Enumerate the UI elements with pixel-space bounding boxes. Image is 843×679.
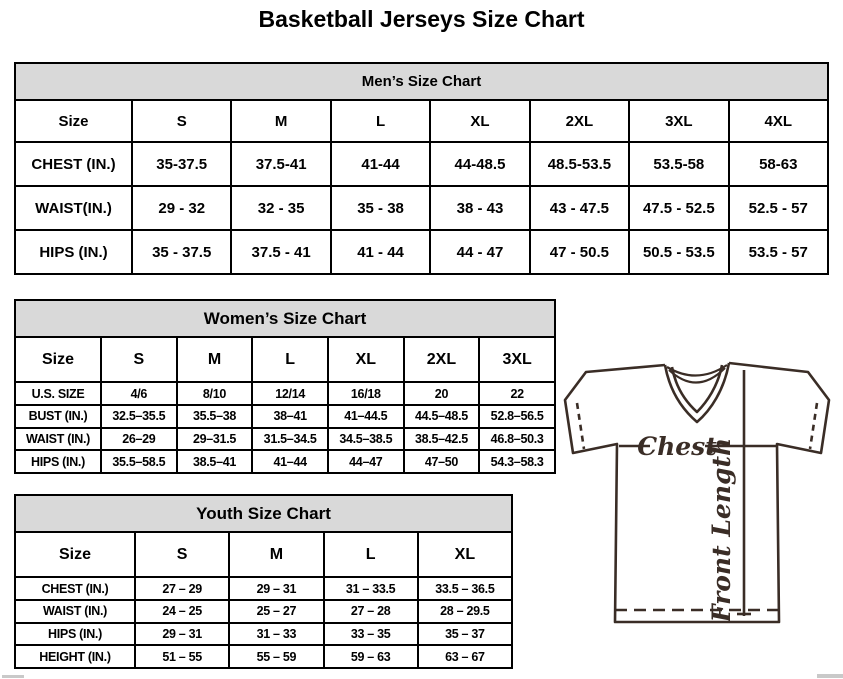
table-cell: 53.5 - 57	[729, 230, 828, 274]
page-title: Basketball Jerseys Size Chart	[258, 6, 585, 32]
table-cell: 47 - 50.5	[530, 230, 629, 274]
row-label: HIPS (IN.)	[15, 450, 101, 473]
table-cell: 35.5–38	[177, 405, 253, 428]
size-header-row	[15, 100, 828, 143]
table-cell: 41-44	[331, 142, 430, 186]
col-header-xl: XL	[418, 532, 512, 577]
womens-table-title: Women’s Size Chart	[15, 300, 555, 337]
size-header-row	[15, 532, 512, 577]
table-cell: 34.5–38.5	[328, 428, 404, 451]
table-cell: 37.5-41	[231, 142, 330, 186]
youth-table-title: Youth Size Chart	[15, 495, 512, 532]
table-cell: 27 – 29	[135, 577, 229, 600]
table-row-bust	[15, 405, 555, 428]
col-header-l: L	[252, 337, 328, 382]
col-header-size: Size	[15, 337, 101, 382]
col-header-l: L	[324, 532, 418, 577]
table-cell: 59 – 63	[324, 645, 418, 668]
table-cell: 52.8–56.5	[479, 405, 555, 428]
table-cell: 48.5-53.5	[530, 142, 629, 186]
row-label: HIPS (IN.)	[15, 230, 132, 274]
chest-label: Chest	[637, 432, 717, 461]
table-row-chest	[15, 577, 512, 600]
table-row-hips	[15, 623, 512, 646]
front-length-label: Front Length	[707, 437, 736, 623]
right-cuff-dashed-line	[810, 403, 817, 449]
table-cell: 28 – 29.5	[418, 600, 512, 623]
mens-size-table	[14, 62, 829, 275]
col-header-2xl: 2XL	[530, 100, 629, 143]
table-row-waist	[15, 428, 555, 451]
table-cell: 33 – 35	[324, 623, 418, 646]
table-cell: 32 - 35	[231, 186, 330, 230]
table-cell: 58-63	[729, 142, 828, 186]
table-row-chest	[15, 142, 828, 186]
table-cell: 12/14	[252, 382, 328, 405]
table-cell: 32.5–35.5	[101, 405, 177, 428]
table-cell: 50.5 - 53.5	[629, 230, 728, 274]
row-label: BUST (IN.)	[15, 405, 101, 428]
col-header-4xl: 4XL	[729, 100, 828, 143]
youth-size-table	[14, 494, 513, 669]
table-cell: 4/6	[101, 382, 177, 405]
table-cell: 41 - 44	[331, 230, 430, 274]
table-cell: 54.3–58.3	[479, 450, 555, 473]
table-cell: 25 – 27	[229, 600, 323, 623]
edge-fragment-left	[2, 675, 24, 678]
col-header-m: M	[177, 337, 253, 382]
table-cell: 38 - 43	[430, 186, 529, 230]
table-cell: 46.8–50.3	[479, 428, 555, 451]
table-cell: 8/10	[177, 382, 253, 405]
table-cell: 24 – 25	[135, 600, 229, 623]
table-cell: 37.5 - 41	[231, 230, 330, 274]
table-row-height	[15, 645, 512, 668]
row-label: U.S. SIZE	[15, 382, 101, 405]
table-cell: 16/18	[328, 382, 404, 405]
row-label: HEIGHT (IN.)	[15, 645, 135, 668]
table-cell: 52.5 - 57	[729, 186, 828, 230]
table-cell: 20	[404, 382, 480, 405]
table-cell: 51 – 55	[135, 645, 229, 668]
edge-fragment-right	[817, 674, 843, 678]
table-cell: 29–31.5	[177, 428, 253, 451]
col-header-size: Size	[15, 532, 135, 577]
table-cell: 41–44	[252, 450, 328, 473]
col-header-m: M	[231, 100, 330, 143]
table-cell: 33.5 – 36.5	[418, 577, 512, 600]
table-cell: 31 – 33	[229, 623, 323, 646]
table-cell: 29 - 32	[132, 186, 231, 230]
col-header-xl: XL	[328, 337, 404, 382]
table-cell: 38–41	[252, 405, 328, 428]
table-cell: 63 – 67	[418, 645, 512, 668]
table-title-row	[15, 495, 512, 532]
table-row-hips	[15, 230, 828, 274]
table-cell: 41–44.5	[328, 405, 404, 428]
row-label: HIPS (IN.)	[15, 623, 135, 646]
table-cell: 35 - 37.5	[132, 230, 231, 274]
table-cell: 29 – 31	[229, 577, 323, 600]
col-header-size: Size	[15, 100, 132, 143]
womens-size-table	[14, 299, 556, 474]
table-cell: 53.5-58	[629, 142, 728, 186]
table-title-row	[15, 300, 555, 337]
table-cell: 31.5–34.5	[252, 428, 328, 451]
col-header-3xl: 3XL	[479, 337, 555, 382]
table-row-hips	[15, 450, 555, 473]
jersey-outline-shape	[565, 363, 829, 622]
table-cell: 44.5–48.5	[404, 405, 480, 428]
row-label: WAIST(IN.)	[15, 186, 132, 230]
table-row-us-size	[15, 382, 555, 405]
table-cell: 31 – 33.5	[324, 577, 418, 600]
col-header-l: L	[331, 100, 430, 143]
size-header-row	[15, 337, 555, 382]
table-cell: 44 - 47	[430, 230, 529, 274]
table-cell: 26–29	[101, 428, 177, 451]
col-header-s: S	[101, 337, 177, 382]
table-cell: 35 – 37	[418, 623, 512, 646]
mens-table-title: Men’s Size Chart	[15, 63, 828, 100]
table-cell: 38.5–42.5	[404, 428, 480, 451]
table-cell: 35 - 38	[331, 186, 430, 230]
table-cell: 29 – 31	[135, 623, 229, 646]
col-header-xl: XL	[430, 100, 529, 143]
col-header-m: M	[229, 532, 323, 577]
table-cell: 43 - 47.5	[530, 186, 629, 230]
table-cell: 35.5–58.5	[101, 450, 177, 473]
table-cell: 47–50	[404, 450, 480, 473]
row-label: CHEST (IN.)	[15, 577, 135, 600]
table-cell: 44–47	[328, 450, 404, 473]
row-label: WAIST (IN.)	[15, 600, 135, 623]
col-header-3xl: 3XL	[629, 100, 728, 143]
table-cell: 22	[479, 382, 555, 405]
table-title-row	[15, 63, 828, 100]
table-cell: 35-37.5	[132, 142, 231, 186]
table-cell: 47.5 - 52.5	[629, 186, 728, 230]
col-header-s: S	[135, 532, 229, 577]
row-label: CHEST (IN.)	[15, 142, 132, 186]
row-label: WAIST (IN.)	[15, 428, 101, 451]
table-row-waist	[15, 186, 828, 230]
col-header-s: S	[132, 100, 231, 143]
jersey-measurement-diagram	[556, 358, 841, 673]
col-header-2xl: 2XL	[404, 337, 480, 382]
table-row-waist	[15, 600, 512, 623]
table-cell: 44-48.5	[430, 142, 529, 186]
table-cell: 27 – 28	[324, 600, 418, 623]
table-cell: 55 – 59	[229, 645, 323, 668]
left-cuff-dashed-line	[577, 403, 584, 449]
table-cell: 38.5–41	[177, 450, 253, 473]
